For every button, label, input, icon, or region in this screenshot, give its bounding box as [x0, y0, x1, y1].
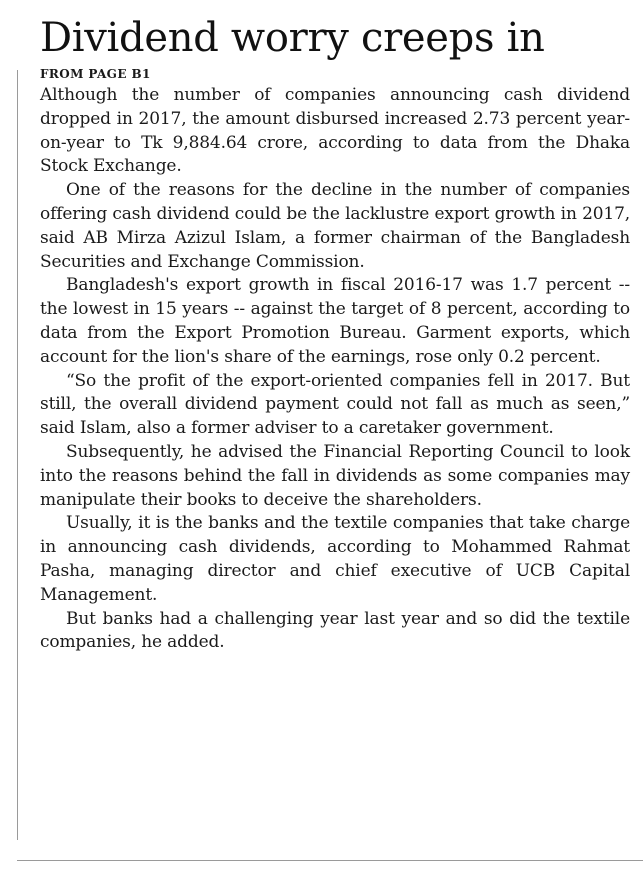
paragraph: One of the reasons for the decline in the number of companies offering cash dividend could be the lacklustre export growth in 2017, said AB Mirza Azizul Islam, a former chairman of the Bangladesh Securities and Exchange Commission.: [40, 180, 630, 272]
paragraph: Bangladesh's export growth in fiscal 2016-17 was 1.7 percent -- the lowest in 15 years -- against the target of 8 percent, according to data from the Export Promotion Bureau. Garment exports, which account for the lion's share of the earnings, rose only 0.2 percent.: [40, 275, 630, 367]
article: [40, 12, 630, 655]
paragraph: Although the number of companies announcing cash dividend dropped in 2017, the amount disbursed increased 2.73 percent year-on-year to Tk 9,884.64 crore, according to data from the Dhaka Stock Exchange.: [40, 85, 630, 177]
paragraph: “So the profit of the export-oriented companies fell in 2017. But still, the overall dividend payment could not fall as much as seen,” said Islam, also a former adviser to a caretaker government.: [40, 370, 630, 439]
article-body: [40, 84, 630, 655]
jump-line: FROM PAGE B1: [40, 67, 151, 81]
paragraph: Usually, it is the banks and the textile companies that take charge in announcing cash dividends, according to Mohammed Rahmat Pasha, managing director and chief executive of UCB Capital Management.: [40, 513, 630, 605]
column-rule-bottom: [17, 860, 643, 861]
paragraph: But banks had a challenging year last year and so did the textile companies, he added.: [40, 608, 630, 653]
headline: Dividend worry creeps in: [40, 15, 545, 61]
paragraph: Subsequently, he advised the Financial Reporting Council to look into the reasons behind the fall in dividends as some companies may manipulate their books to deceive the shareholders.: [40, 441, 630, 510]
column-rule-left: [17, 70, 18, 840]
